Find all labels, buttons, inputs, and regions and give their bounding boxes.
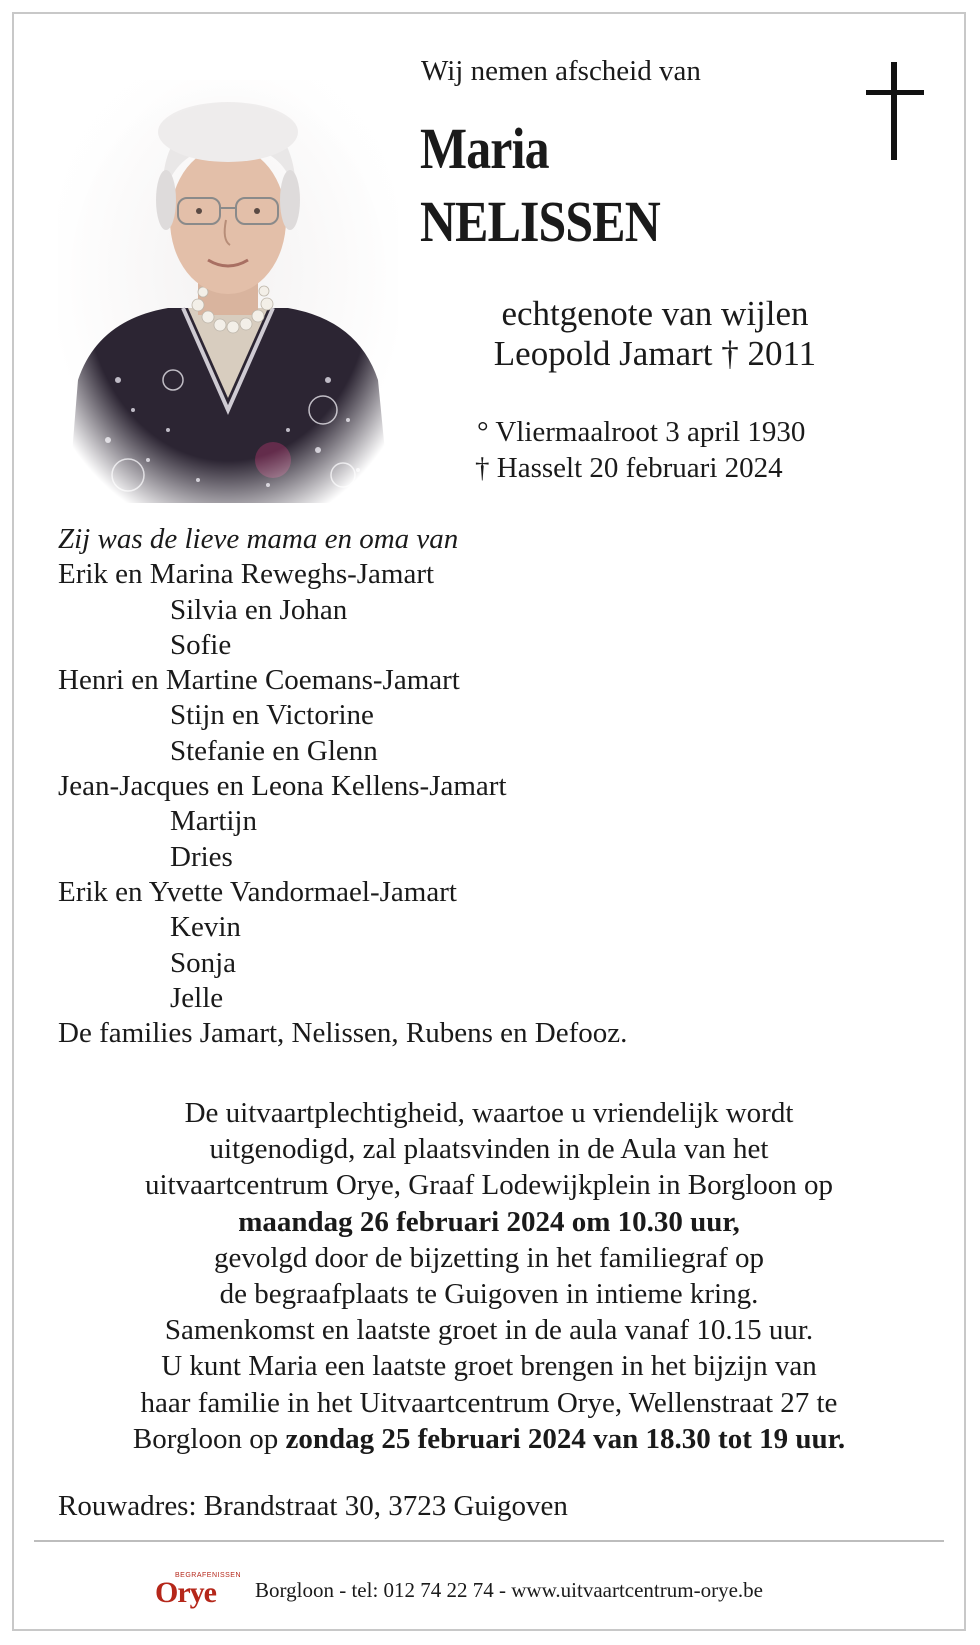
service-line: U kunt Maria een laatste groet brengen in het bijzijn van [161,1350,817,1383]
family-row: Erik en Yvette Vandormael-Jamart [58,875,457,908]
family-row: Erik en Marina Reweghs-Jamart [58,558,435,591]
family-row: Silvia en Johan [170,593,348,626]
service-line: de begraafplaats te Guigoven in intieme kring. [219,1278,759,1311]
spouse-block [460,294,850,374]
family-row: Martijn [170,805,257,838]
service-line: Samenkomst en laatste groet in de aula vanaf 10.15 uur. [164,1314,814,1347]
service-line: gevolgd door de bijzetting in het familiegraf op [213,1241,765,1274]
death-date: † Hasselt 20 februari 2024 [475,452,783,484]
family-row: Jean-Jacques en Leona Kellens-Jamart [58,770,507,803]
intro-text: Wij nemen afscheid van [421,55,701,87]
service-line: Borgloon op [132,1422,279,1455]
mourning-address: Rouwadres: Brandstraat 30, 3723 Guigoven [58,1490,568,1522]
portrait-photo [58,80,398,503]
footer [155,1572,855,1608]
life-dates [473,414,805,486]
service-announcement [48,1095,930,1457]
family-row: Jelle [170,981,224,1014]
service-datetime: maandag 26 februari 2024 om 10.30 uur, [238,1205,740,1238]
service-line: uitvaartcentrum Orye, Graaf Lodewijkplein in Borgloon op [144,1169,834,1202]
family-row: De families Jamart, Nelissen, Rubens en Defooz. [58,1017,628,1050]
spouse-line1: echtgenote van wijlen [501,294,809,333]
family-row: Sonja [170,946,237,979]
family-row: Stijn en Victorine [170,699,374,732]
family-row: Dries [170,840,233,873]
logo-tagline: BEGRAFENISSEN [175,1572,242,1579]
family-lead: Zij was de lieve mama en oma van [58,523,459,555]
logo-word: Orye [155,1576,216,1609]
cross-icon [866,62,924,160]
visitation-datetime: zondag 25 februari 2024 van 18.30 tot 19 uur. [285,1422,846,1455]
footer-contact: Borgloon - tel: 012 74 22 74 - www.uitvaartcentrum-orye.be [255,1578,763,1602]
family-row: Sofie [170,628,232,661]
divider [34,1540,944,1542]
first-name: Maria [420,116,549,181]
service-line: uitgenodigd, zal plaatsvinden in de Aula van het [209,1133,769,1166]
service-line: haar familie in het Uitvaartcentrum Orye, Wellenstraat 27 te [140,1386,838,1419]
service-line: De uitvaartplechtigheid, waartoe u vriendelijk wordt [184,1097,794,1129]
family-row: Stefanie en Glenn [170,734,378,767]
family-row: Henri en Martine Coemans-Jamart [58,664,460,697]
family-list [58,522,627,1051]
last-name: NELISSEN [420,189,660,254]
family-row: Kevin [170,911,241,944]
birth-date: ° Vliermaalroot 3 april 1930 [477,416,806,448]
orye-logo [155,1572,242,1609]
spouse-line2: Leopold Jamart † 2011 [493,334,817,373]
